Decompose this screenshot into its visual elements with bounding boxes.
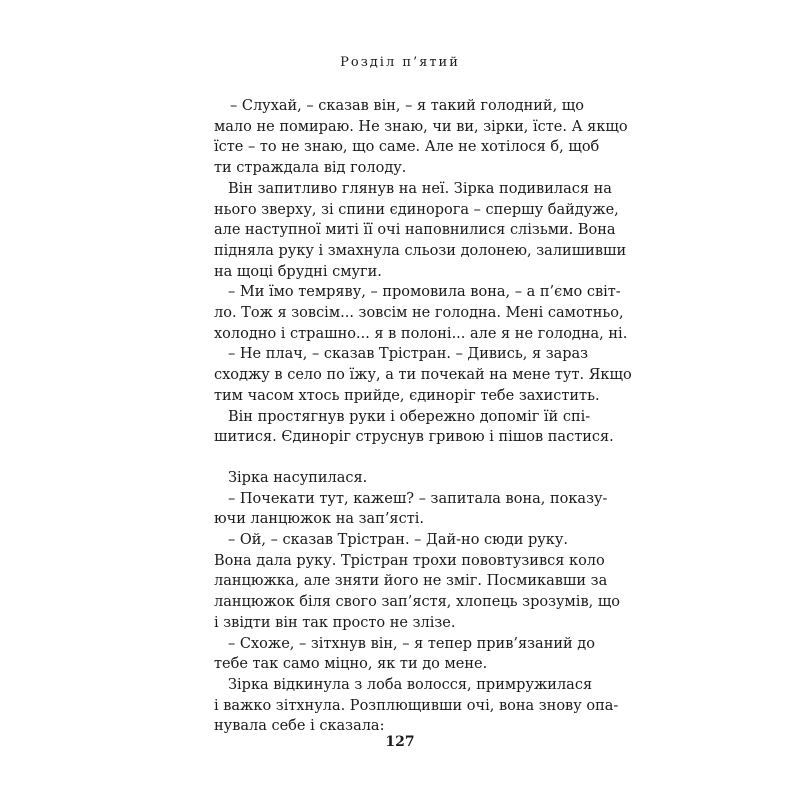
text-line: холодно і страшно... я в полоні... але я не голодна, ні. xyxy=(214,325,628,342)
text-line: і звідти він так просто не злізе. xyxy=(214,614,456,631)
page-number: 127 xyxy=(385,734,415,750)
text-line: шитися. Єдиноріг струснув гривою і пішов пастися. xyxy=(214,429,614,446)
paragraph xyxy=(228,530,568,551)
text-line: ючи ланцюжок на зап’ясті. xyxy=(214,511,424,528)
paragraph xyxy=(214,344,632,406)
text-line: тим часом хтось прийде, єдиноріг тебе захистить. xyxy=(214,387,600,404)
paragraph xyxy=(214,407,614,448)
text-line: Зірка насупилася. xyxy=(228,469,368,486)
text-line: – Не плач, – сказав Трістран. – Дивись, я зараз xyxy=(228,346,589,363)
running-head: Розділ п’ятий xyxy=(340,55,460,70)
text-line: – Ми їмо темряву, – промовила вона, – а п’ємо світ- xyxy=(228,284,621,301)
text-line: підняла руку і змахнула сльози долонею, залишивши xyxy=(214,242,627,259)
text-line: і важко зітхнула. Розплющивши очі, вона знову опа- xyxy=(214,697,619,714)
body-text xyxy=(214,96,632,737)
text-line: Вона дала руку. Трістран трохи пововтузився коло xyxy=(214,552,605,569)
text-line: ланцюжок біля свого зап’ястя, хлопець зрозумів, що xyxy=(214,594,621,611)
text-line: нувала себе і сказала: xyxy=(214,718,385,735)
paragraph xyxy=(214,551,621,634)
paragraph xyxy=(214,634,595,675)
text-line: – Слухай, – сказав він, – я такий голодний, що xyxy=(230,98,584,114)
text-line: Він простягнув руки і обережно допоміг їй спі- xyxy=(228,408,591,425)
text-line: нього зверху, зі спини єдинорога – спершу байдуже, xyxy=(214,201,619,218)
paragraph xyxy=(214,489,608,530)
paragraph xyxy=(228,468,568,489)
text-line: на щоці брудні смуги. xyxy=(214,263,382,280)
text-line: сходжу в село по їжу, а ти почекай на мене тут. Якщо xyxy=(214,367,632,384)
text-line: Зірка відкинула з лоба волосся, примружилася xyxy=(228,676,593,693)
paragraph xyxy=(214,96,628,179)
text-line: ло. Тож я зовсім... зовсім не голодна. Мені самотньо, xyxy=(214,305,624,322)
text-line: ти страждала від голоду. xyxy=(214,160,407,177)
text-line: – Схоже, – зітхнув він, – я тепер прив’язаний до xyxy=(228,635,595,652)
paragraph xyxy=(214,179,627,283)
text-line: їсте – то не знаю, що саме. Але не хотілося б, щоб xyxy=(214,139,600,156)
paragraph xyxy=(214,282,628,344)
text-line: Він запитливо глянув на неї. Зірка подивилася на xyxy=(228,180,612,197)
paragraph xyxy=(214,675,619,737)
text-line: мало не помираю. Не знаю, чи ви, зірки, їсте. А якщо xyxy=(214,118,628,135)
text-line: ланцюжка, але зняти його не зміг. Посмикавши за xyxy=(214,573,608,590)
text-line: – Почекати тут, кажеш? – запитала вона, показу- xyxy=(228,490,608,507)
text-line: – Ой, – сказав Трістран. – Дай-но сюди руку. xyxy=(228,532,569,549)
section-break xyxy=(228,448,568,468)
text-line: тебе так само міцно, як ти до мене. xyxy=(214,656,488,673)
text-line: але наступної миті її очі наповнилися слізьми. Вона xyxy=(214,222,616,239)
